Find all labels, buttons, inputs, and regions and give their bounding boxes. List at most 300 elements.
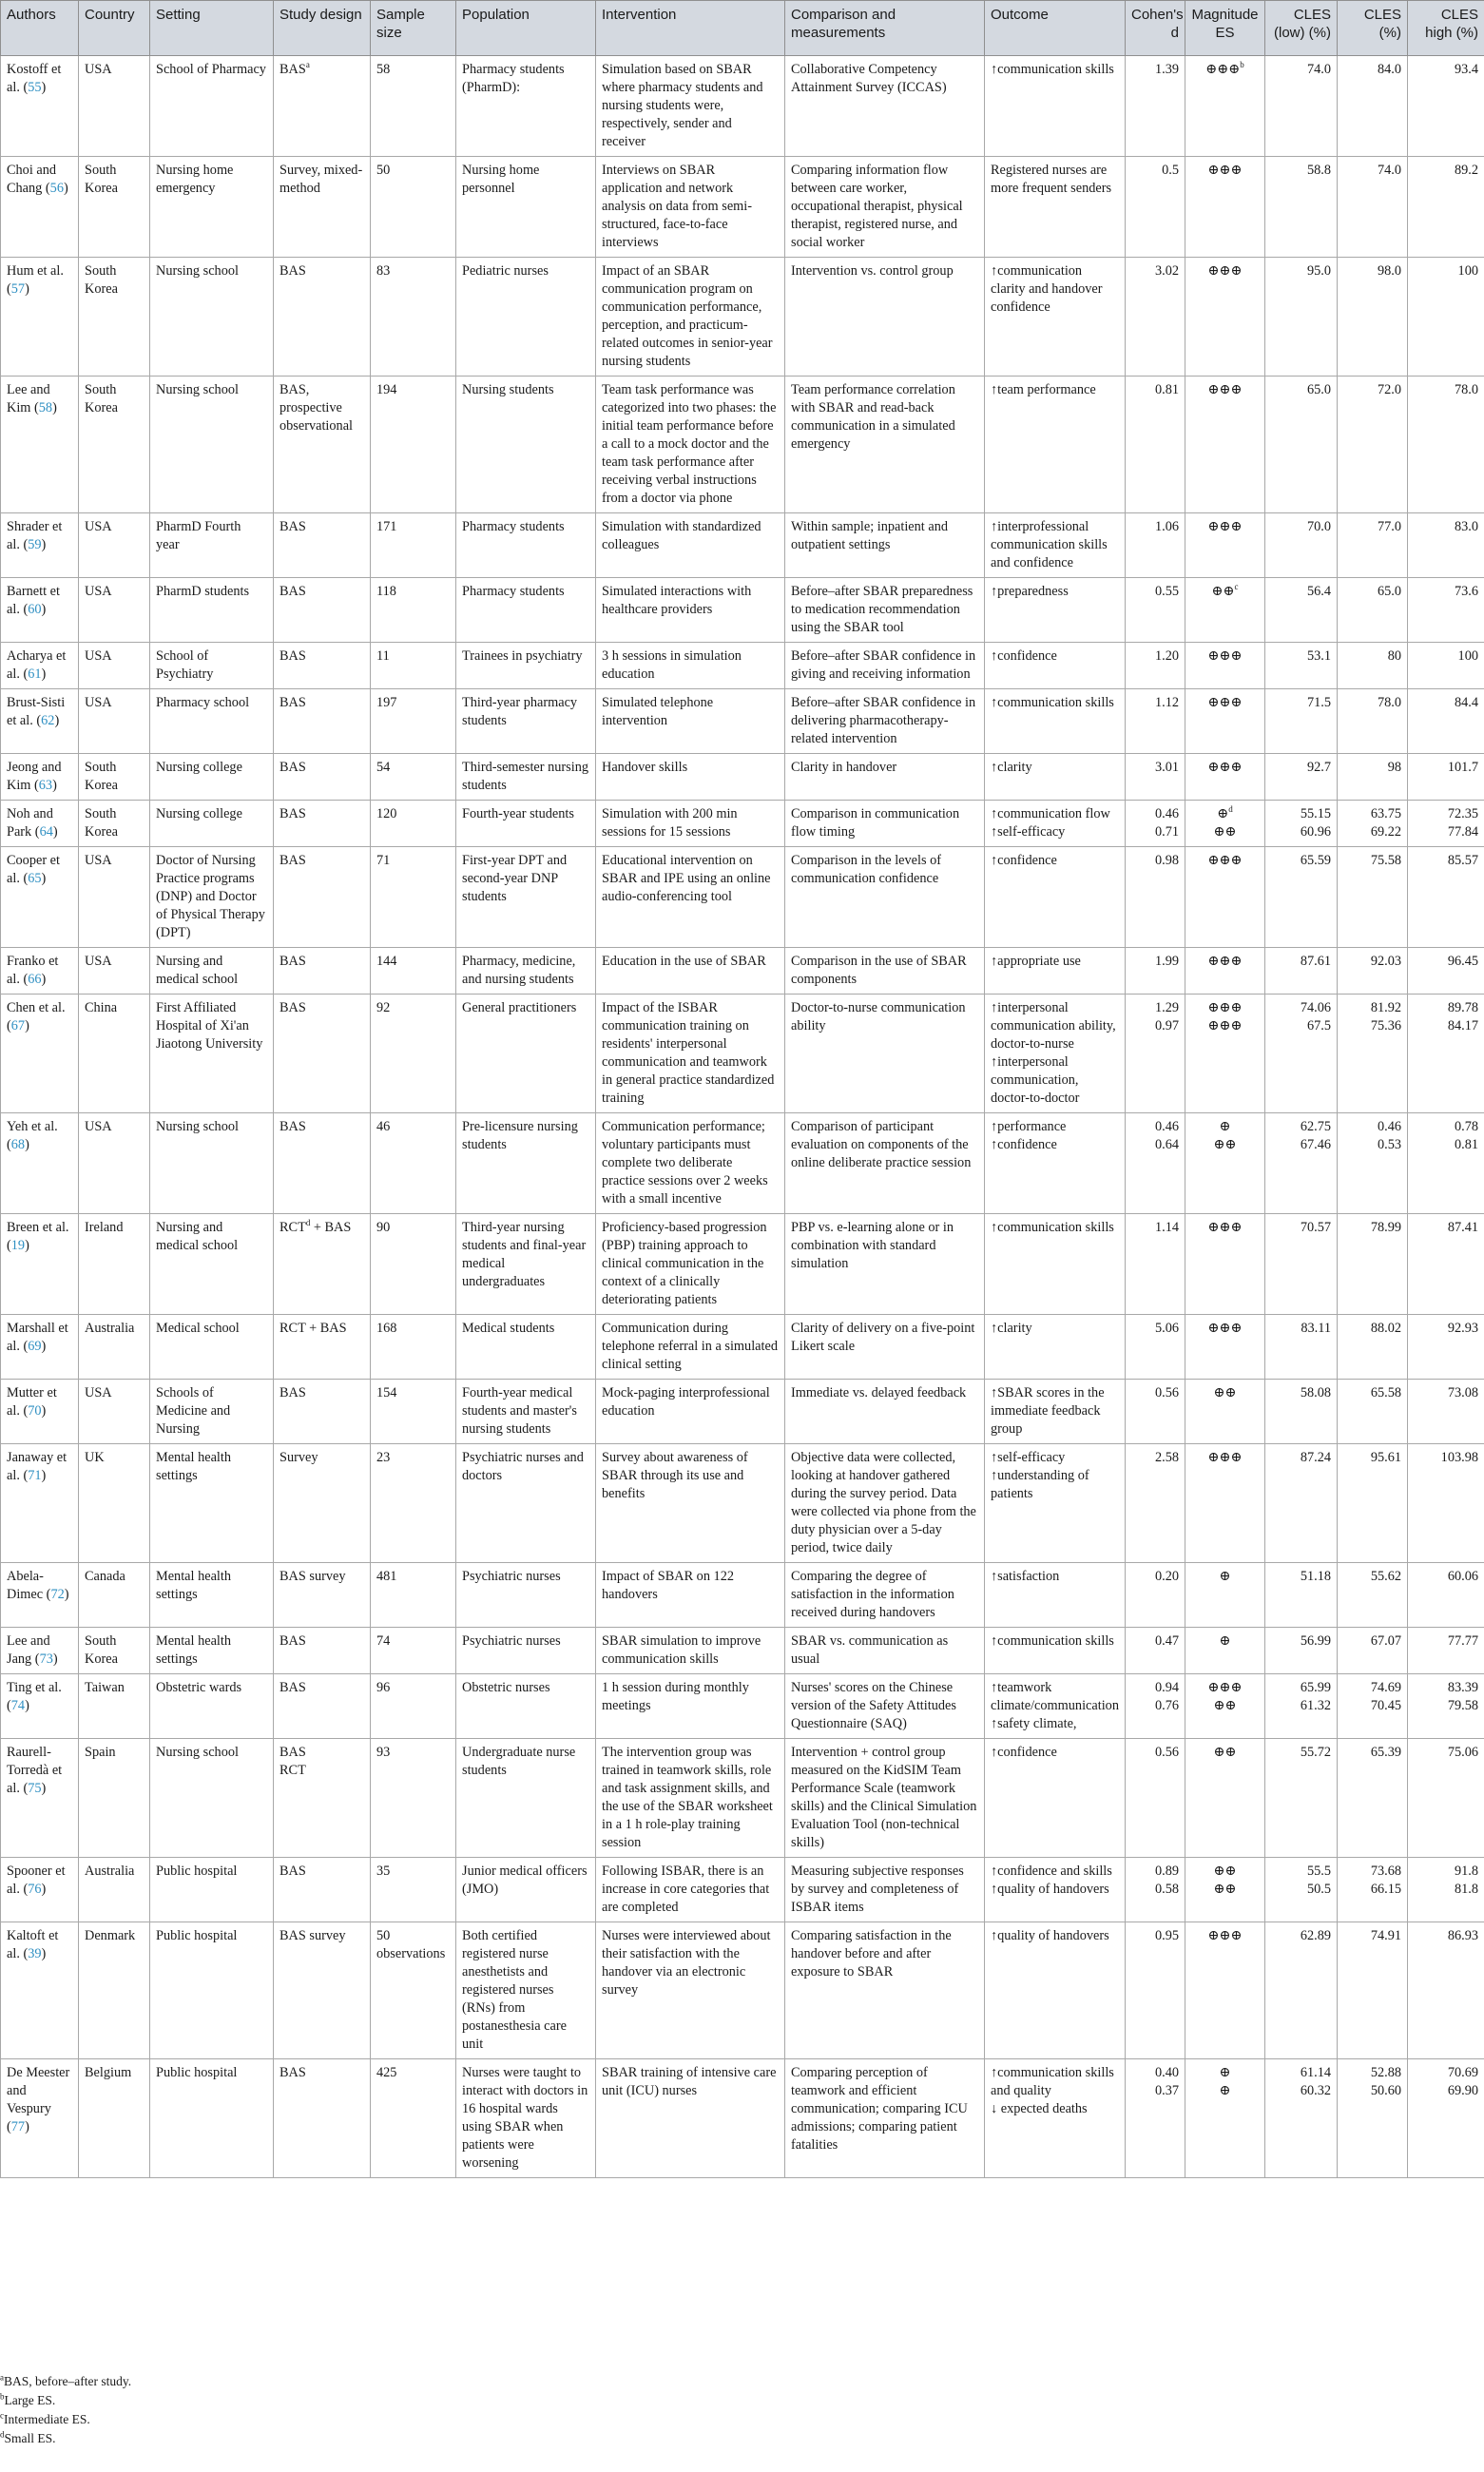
cell-study-design-text: BAS bbox=[279, 584, 306, 599]
cell-cles bbox=[1338, 1113, 1408, 1214]
cell-cles-high-text: 72.35 77.84 bbox=[1447, 806, 1478, 840]
cell-country bbox=[79, 1113, 150, 1214]
cell-cles-high bbox=[1408, 1628, 1484, 1674]
cell-comparison-text: Measuring subjective responses by survey and completeness of ISBAR items bbox=[791, 1864, 964, 1915]
cell-magnitude-es bbox=[1185, 1739, 1265, 1858]
cell-cles-high-text: 75.06 bbox=[1447, 1745, 1478, 1760]
cell-cles-high bbox=[1408, 377, 1484, 513]
footnote: $^a$BAS, before–after study. bbox=[0, 2372, 132, 2388]
author-name: Lee and Jang bbox=[7, 1633, 50, 1667]
reference-link[interactable]: 56 bbox=[49, 181, 64, 196]
cell-outcome-text: ↑communication skills bbox=[991, 695, 1114, 710]
cell-cohens-d bbox=[1126, 1315, 1185, 1380]
cell-cles-high bbox=[1408, 1380, 1484, 1444]
cell-outcome-text: ↑clarity bbox=[991, 760, 1032, 775]
cell-cles-low-text: 74.0 bbox=[1306, 62, 1331, 77]
cell-country bbox=[79, 1922, 150, 2059]
table-row bbox=[1, 1563, 1484, 1628]
cell-magnitude-es-text: ⊕⊕⊕ ⊕⊕⊕ bbox=[1207, 1000, 1243, 1033]
cell-population bbox=[456, 995, 596, 1113]
cell-country-text: USA bbox=[85, 648, 112, 664]
reference-link[interactable]: 64 bbox=[39, 824, 53, 840]
cell-comparison-text: Clarity of delivery on a five-point Likert scale bbox=[791, 1321, 975, 1354]
cell-comparison-text: SBAR vs. communication as usual bbox=[791, 1633, 949, 1667]
cell-population-text: Pharmacy students bbox=[462, 584, 565, 599]
cell-outcome-text: ↑confidence bbox=[991, 648, 1057, 664]
reference-link[interactable]: 62 bbox=[41, 713, 55, 728]
author-name: Hum et al. bbox=[7, 263, 64, 279]
cell-cles-text: 74.91 bbox=[1370, 1928, 1401, 1943]
cell-country-text: USA bbox=[85, 1385, 112, 1400]
cell-cles bbox=[1338, 689, 1408, 754]
cell-magnitude-es bbox=[1185, 689, 1265, 754]
author-name: Chen et al. bbox=[7, 1000, 66, 1015]
cell-cles-text: 74.69 70.45 bbox=[1370, 1680, 1401, 1713]
cell-study-design-text: BAS bbox=[279, 1680, 306, 1695]
cell-study-design bbox=[274, 2059, 371, 2178]
reference-link[interactable]: 67 bbox=[10, 1018, 26, 1033]
cell-outcome bbox=[985, 643, 1126, 689]
cell-cles-text: 75.58 bbox=[1370, 853, 1401, 868]
cell-study-design-text: BAS bbox=[279, 648, 306, 664]
cell-cohens-d bbox=[1126, 578, 1185, 643]
cell-sample-size-text: 120 bbox=[376, 806, 397, 821]
cell-comparison-text: Comparison in the levels of communication confidence bbox=[791, 853, 942, 886]
cell-population bbox=[456, 1380, 596, 1444]
cell-cohens-d-text: 1.29 0.97 bbox=[1154, 1000, 1179, 1033]
cell-cohens-d-text: 0.81 bbox=[1154, 382, 1179, 397]
cell-intervention bbox=[596, 1214, 785, 1315]
cell-study-design bbox=[274, 689, 371, 754]
cell-intervention bbox=[596, 1628, 785, 1674]
cell-cles bbox=[1338, 1922, 1408, 2059]
cell-sample-size bbox=[371, 948, 456, 995]
cell-setting bbox=[150, 258, 274, 377]
cell-study-design-text: BAS RCT bbox=[279, 1745, 306, 1778]
cell-authors: Kostoff et al. (55) bbox=[1, 56, 79, 157]
cell-intervention bbox=[596, 754, 785, 801]
cell-outcome bbox=[985, 1214, 1126, 1315]
cell-cles-high-text: 86.93 bbox=[1447, 1928, 1478, 1943]
cell-cohens-d bbox=[1126, 2059, 1185, 2178]
cell-comparison bbox=[785, 1444, 985, 1563]
author-name: Kostoff et al. bbox=[7, 62, 62, 95]
cell-comparison bbox=[785, 1858, 985, 1922]
cell-comparison-text: Team performance correlation with SBAR and read-back communication in a simulated emergency bbox=[791, 382, 955, 452]
cell-outcome bbox=[985, 689, 1126, 754]
cell-intervention bbox=[596, 1444, 785, 1563]
cell-sample-size bbox=[371, 1113, 456, 1214]
cell-study-design-text: BAS bbox=[279, 954, 306, 969]
reference-link[interactable]: 70 bbox=[28, 1403, 42, 1419]
cell-outcome bbox=[985, 157, 1126, 258]
cell-cles-low-text: 70.0 bbox=[1306, 519, 1331, 534]
cell-cles-high bbox=[1408, 1315, 1484, 1380]
cell-sample-size-text: 93 bbox=[376, 1745, 391, 1760]
cell-intervention-text: The intervention group was trained in teamwork skills, role and task assignment skills, and the use of the SBAR worksheet in a 1 h role-play training session bbox=[602, 1745, 773, 1850]
cell-cles bbox=[1338, 1858, 1408, 1922]
cell-comparison bbox=[785, 643, 985, 689]
cell-authors: Brust-Sisti et al. (62) bbox=[1, 689, 79, 754]
cell-cles-text: 65.0 bbox=[1377, 584, 1401, 599]
cell-cles-low bbox=[1265, 1380, 1338, 1444]
cell-country bbox=[79, 1563, 150, 1628]
cell-outcome bbox=[985, 801, 1126, 847]
cell-intervention-text: Handover skills bbox=[602, 760, 688, 775]
reference-link[interactable]: 60 bbox=[28, 602, 42, 617]
cell-population-text: Nurses were taught to interact with doctors in 16 hospital wards using SBAR when patients were worsening bbox=[462, 2065, 588, 2171]
cell-outcome-text: ↑confidence bbox=[991, 853, 1057, 868]
cell-setting-text: Public hospital bbox=[156, 1928, 238, 1943]
cell-sample-size bbox=[371, 801, 456, 847]
reference-link[interactable]: 73 bbox=[39, 1651, 53, 1667]
cell-setting-text: Nursing school bbox=[156, 382, 239, 397]
cell-cohens-d bbox=[1126, 1113, 1185, 1214]
cell-cles-low bbox=[1265, 1214, 1338, 1315]
cell-intervention-text: Simulation with standardized colleagues bbox=[602, 519, 761, 552]
cell-sample-size bbox=[371, 1674, 456, 1739]
cell-sample-size-text: 144 bbox=[376, 954, 397, 969]
cell-outcome bbox=[985, 948, 1126, 995]
cell-comparison-text: Immediate vs. delayed feedback bbox=[791, 1385, 967, 1400]
reference-link[interactable]: 71 bbox=[28, 1468, 42, 1483]
cell-study-design-text: BAS, prospective observational bbox=[279, 382, 354, 434]
cell-country bbox=[79, 56, 150, 157]
cell-cles-low-text: 58.08 bbox=[1300, 1385, 1331, 1400]
cell-sample-size bbox=[371, 513, 456, 578]
reference-link[interactable]: 77 bbox=[10, 2119, 26, 2134]
cell-sample-size bbox=[371, 157, 456, 258]
cell-country-text: Australia bbox=[85, 1864, 135, 1879]
cell-cles-low-text: 74.06 67.5 bbox=[1300, 1000, 1331, 1033]
cell-country-text: USA bbox=[85, 695, 112, 710]
cell-outcome-text: ↑team performance bbox=[991, 382, 1096, 397]
cell-intervention-text: 1 h session during monthly meetings bbox=[602, 1680, 749, 1713]
col-header-cohens-d: Cohen's d bbox=[1126, 1, 1185, 56]
cell-study-design bbox=[274, 1444, 371, 1563]
cell-magnitude-es-text: ⊕⊕⊕ ⊕⊕ bbox=[1207, 1680, 1243, 1713]
reference-link[interactable]: 68 bbox=[10, 1137, 26, 1152]
cell-cohens-d-text: 3.02 bbox=[1154, 263, 1179, 279]
cell-country bbox=[79, 2059, 150, 2178]
author-name: Yeh et al. bbox=[7, 1119, 58, 1134]
reference-link[interactable]: 55 bbox=[28, 80, 42, 95]
cell-setting-text: Nursing and medical school bbox=[156, 1220, 239, 1253]
cell-outcome-text: ↑self-efficacy ↑understanding of patients bbox=[991, 1450, 1089, 1501]
cell-comparison-text: Intervention + control group measured on the KidSIM Team Performance Scale (teamwork skills) and the Clinical Simulation Evaluation Tool (non-technical skills) bbox=[791, 1745, 977, 1850]
cell-population-text: Third-semester nursing students bbox=[462, 760, 589, 793]
cell-population-text: Psychiatric nurses and doctors bbox=[462, 1450, 584, 1483]
cell-cles-high bbox=[1408, 513, 1484, 578]
cell-cles-high-text: 85.57 bbox=[1447, 853, 1478, 868]
cell-intervention bbox=[596, 948, 785, 995]
cell-comparison-text: Doctor-to-nurse communication ability bbox=[791, 1000, 966, 1033]
cell-cohens-d-text: 0.56 bbox=[1154, 1745, 1179, 1760]
cell-cles-high-text: 101.7 bbox=[1447, 760, 1478, 775]
cell-intervention bbox=[596, 1380, 785, 1444]
cell-authors: Kaltoft et al. (39) bbox=[1, 1922, 79, 2059]
cell-cles-low-text: 70.57 bbox=[1300, 1220, 1331, 1235]
cell-country bbox=[79, 689, 150, 754]
cell-authors: Jeong and Kim (63) bbox=[1, 754, 79, 801]
cell-cles-low-text: 58.8 bbox=[1306, 163, 1331, 178]
cell-cles-high-text: 87.41 bbox=[1447, 1220, 1478, 1235]
cell-cles-high-text: 83.0 bbox=[1454, 519, 1478, 534]
cell-cles-high-text: 89.78 84.17 bbox=[1447, 1000, 1478, 1033]
col-header-authors: Authors bbox=[1, 1, 79, 56]
cell-country bbox=[79, 578, 150, 643]
reference-link[interactable]: 66 bbox=[28, 972, 42, 987]
table-body bbox=[1, 56, 1484, 2178]
cell-cles-low bbox=[1265, 847, 1338, 948]
cell-population bbox=[456, 1674, 596, 1739]
cell-cles-low bbox=[1265, 995, 1338, 1113]
reference-link[interactable]: 61 bbox=[28, 666, 42, 682]
cell-sample-size bbox=[371, 1444, 456, 1563]
cell-cles-low-text: 71.5 bbox=[1306, 695, 1331, 710]
cell-study-design-text: BAS bbox=[279, 2065, 306, 2080]
reference-link[interactable]: 65 bbox=[28, 871, 42, 886]
author-name: Janaway et al. bbox=[7, 1450, 67, 1483]
cell-outcome-text: ↑confidence and skills ↑quality of handovers bbox=[991, 1864, 1112, 1897]
table-row bbox=[1, 1628, 1484, 1674]
cell-comparison-text: Comparing satisfaction in the handover before and after exposure to SBAR bbox=[791, 1928, 952, 1980]
footnote-marker: d bbox=[1228, 804, 1233, 815]
col-header-setting: Setting bbox=[150, 1, 274, 56]
cell-cles-text: 72.0 bbox=[1377, 382, 1401, 397]
cell-intervention-text: Nurses were interviewed about their satisfaction with the handover via an electronic survey bbox=[602, 1928, 771, 1998]
cell-intervention-text: Mock-paging interprofessional education bbox=[602, 1385, 770, 1419]
cell-cles-high bbox=[1408, 1214, 1484, 1315]
cell-comparison-text: Comparing the degree of satisfaction in the information received during handovers bbox=[791, 1569, 954, 1620]
cell-setting-text: Nursing home emergency bbox=[156, 163, 234, 196]
cell-setting-text: Pharmacy school bbox=[156, 695, 250, 710]
cell-comparison-text: Comparing perception of teamwork and efficient communication; comparing ICU admissions; comparing patient fatalities bbox=[791, 2065, 968, 2153]
cell-magnitude-es-text: ⊕⊕ bbox=[1213, 1385, 1237, 1400]
cell-cles-text: 84.0 bbox=[1377, 62, 1401, 77]
cell-cles-high-text: 84.4 bbox=[1454, 695, 1478, 710]
author-name: De Meester and Vespury bbox=[7, 2065, 70, 2116]
author-name: Acharya et al. bbox=[7, 648, 67, 682]
cell-population-text: Pharmacy students bbox=[462, 519, 565, 534]
reference-link[interactable]: 74 bbox=[10, 1698, 26, 1713]
reference-link[interactable]: 19 bbox=[10, 1238, 26, 1253]
cell-magnitude-es bbox=[1185, 754, 1265, 801]
cell-cles-low bbox=[1265, 513, 1338, 578]
cell-outcome-text: Registered nurses are more frequent senders bbox=[991, 163, 1112, 196]
cell-country-text: South Korea bbox=[85, 1633, 118, 1667]
reference-link[interactable]: 72 bbox=[50, 1587, 65, 1602]
cell-population bbox=[456, 1563, 596, 1628]
cell-population-text: Trainees in psychiatry bbox=[462, 648, 583, 664]
reference-link[interactable]: 76 bbox=[28, 1882, 42, 1897]
cell-magnitude-es bbox=[1185, 1214, 1265, 1315]
cell-intervention bbox=[596, 258, 785, 377]
cell-authors: Marshall et al. (69) bbox=[1, 1315, 79, 1380]
cell-comparison-text: Intervention vs. control group bbox=[791, 263, 954, 279]
cell-magnitude-es-text: ⊕⊕⊕ bbox=[1207, 382, 1243, 397]
cell-cles-high-text: 77.77 bbox=[1447, 1633, 1478, 1649]
cell-setting bbox=[150, 1922, 274, 2059]
footnote-marker: a bbox=[305, 60, 310, 70]
cell-intervention-text: Simulated interactions with healthcare providers bbox=[602, 584, 752, 617]
reference-link[interactable]: 69 bbox=[28, 1339, 42, 1354]
cell-magnitude-es-text: ⊕ ⊕⊕ bbox=[1213, 1119, 1237, 1152]
cell-cles-text: 73.68 66.15 bbox=[1370, 1864, 1401, 1897]
cell-population bbox=[456, 801, 596, 847]
cell-cles-high-text: 96.45 bbox=[1447, 954, 1478, 969]
cell-sample-size bbox=[371, 1922, 456, 2059]
cell-sample-size-text: 197 bbox=[376, 695, 397, 710]
cell-cles-high-text: 78.0 bbox=[1454, 382, 1478, 397]
cell-cles-low-text: 55.15 60.96 bbox=[1300, 806, 1331, 840]
cell-cles-text: 78.0 bbox=[1377, 695, 1401, 710]
cell-outcome-text: ↑appropriate use bbox=[991, 954, 1081, 969]
cell-population-text: Both certified registered nurse anesthetists and registered nurses (RNs) from postanesthesia care unit bbox=[462, 1928, 567, 2052]
cell-intervention-text: Communication performance; voluntary participants must complete two deliberate practice sessions over 2 weeks with a small incentive bbox=[602, 1119, 768, 1207]
cell-magnitude-es-text: ⊕⊕⊕ bbox=[1207, 954, 1243, 969]
cell-cohens-d bbox=[1126, 56, 1185, 157]
cell-comparison-text: Collaborative Competency Attainment Survey (ICCAS) bbox=[791, 62, 947, 95]
cell-setting bbox=[150, 801, 274, 847]
cell-cles-low bbox=[1265, 1922, 1338, 2059]
cell-population bbox=[456, 1214, 596, 1315]
cell-comparison bbox=[785, 948, 985, 995]
author-name: Noh and Park bbox=[7, 806, 53, 840]
cell-cles bbox=[1338, 847, 1408, 948]
cell-comparison bbox=[785, 377, 985, 513]
cell-setting-text: Mental health settings bbox=[156, 1450, 232, 1483]
cell-cles-high-text: 60.06 bbox=[1447, 1569, 1478, 1584]
cell-cohens-d bbox=[1126, 801, 1185, 847]
cell-study-design bbox=[274, 1214, 371, 1315]
cell-study-design bbox=[274, 1113, 371, 1214]
cell-sample-size bbox=[371, 2059, 456, 2178]
cell-setting-text: Obstetric wards bbox=[156, 1680, 242, 1695]
cell-country bbox=[79, 157, 150, 258]
cell-sample-size bbox=[371, 847, 456, 948]
cell-population-text: Fourth-year medical students and master's nursing students bbox=[462, 1385, 577, 1437]
cell-outcome bbox=[985, 754, 1126, 801]
cell-study-design bbox=[274, 578, 371, 643]
cell-cles-high bbox=[1408, 1674, 1484, 1739]
cell-study-design-text: BAS bbox=[279, 1864, 306, 1879]
cell-magnitude-es bbox=[1185, 847, 1265, 948]
cell-study-design bbox=[274, 1674, 371, 1739]
cell-magnitude-es bbox=[1185, 56, 1265, 157]
footnote-marker: d bbox=[305, 1218, 311, 1228]
cell-comparison-text: Comparing information flow between care worker, occupational therapist, physical therapist, registered nurse, and social worker bbox=[791, 163, 963, 250]
cell-sample-size-text: 83 bbox=[376, 263, 391, 279]
cell-magnitude-es-text: ⊕⊕ bbox=[1213, 1745, 1237, 1760]
reference-link[interactable]: 75 bbox=[28, 1781, 42, 1796]
cell-country bbox=[79, 1628, 150, 1674]
cell-intervention bbox=[596, 689, 785, 754]
footnote-marker: b bbox=[1240, 60, 1244, 70]
cell-population bbox=[456, 1922, 596, 2059]
cell-cles-high-text: 100 bbox=[1457, 263, 1478, 279]
cell-comparison bbox=[785, 1922, 985, 2059]
cell-study-design bbox=[274, 513, 371, 578]
cell-cles-text: 77.0 bbox=[1377, 519, 1401, 534]
cell-comparison-text: Objective data were collected, looking at handover gathered during the survey period. Data were collected via phone from the duty physician over a 5-day period, twice daily bbox=[791, 1450, 976, 1555]
cell-cles bbox=[1338, 578, 1408, 643]
cell-setting bbox=[150, 1214, 274, 1315]
cell-cohens-d bbox=[1126, 1674, 1185, 1739]
cell-cohens-d bbox=[1126, 1214, 1185, 1315]
cell-outcome bbox=[985, 2059, 1126, 2178]
cell-country-text: USA bbox=[85, 62, 112, 77]
cell-country bbox=[79, 1380, 150, 1444]
cell-cohens-d bbox=[1126, 157, 1185, 258]
reference-link[interactable]: 59 bbox=[28, 537, 42, 552]
reference-link[interactable]: 39 bbox=[28, 1946, 42, 1961]
cell-comparison bbox=[785, 578, 985, 643]
cell-study-design-text: BAS bbox=[279, 1000, 306, 1015]
cell-population-text: Obstetric nurses bbox=[462, 1680, 550, 1695]
cell-study-design bbox=[274, 1563, 371, 1628]
cell-setting-text: PharmD students bbox=[156, 584, 250, 599]
cell-outcome-text: ↑clarity bbox=[991, 1321, 1032, 1336]
cell-cles-text: 67.07 bbox=[1370, 1633, 1401, 1649]
reference-link[interactable]: 63 bbox=[38, 778, 53, 793]
reference-link[interactable]: 57 bbox=[10, 281, 26, 297]
cell-cles-high bbox=[1408, 2059, 1484, 2178]
cell-sample-size bbox=[371, 258, 456, 377]
cell-comparison bbox=[785, 2059, 985, 2178]
cell-sample-size bbox=[371, 1380, 456, 1444]
cell-cles-low-text: 55.5 50.5 bbox=[1306, 1864, 1331, 1897]
cell-cles-low bbox=[1265, 1858, 1338, 1922]
cell-outcome bbox=[985, 995, 1126, 1113]
cell-setting-text: Public hospital bbox=[156, 2065, 238, 2080]
study-design-text: RCT bbox=[279, 1220, 306, 1235]
table-row bbox=[1, 689, 1484, 754]
cell-population bbox=[456, 1739, 596, 1858]
cell-outcome-text: ↑preparedness bbox=[991, 584, 1069, 599]
cell-cles bbox=[1338, 513, 1408, 578]
table-row bbox=[1, 1739, 1484, 1858]
cell-population bbox=[456, 847, 596, 948]
cell-study-design-text: BAS bbox=[279, 519, 306, 534]
cell-comparison bbox=[785, 258, 985, 377]
cell-magnitude-es-text: ⊕⊕⊕ bbox=[1207, 1220, 1243, 1235]
cell-cles-text: 65.58 bbox=[1370, 1385, 1401, 1400]
cell-cles-low bbox=[1265, 1674, 1338, 1739]
cell-cles-text: 92.03 bbox=[1370, 954, 1401, 969]
cell-cles bbox=[1338, 801, 1408, 847]
cell-sample-size-text: 50 bbox=[376, 163, 391, 178]
cell-country-text: Spain bbox=[85, 1745, 116, 1760]
cell-country bbox=[79, 377, 150, 513]
cell-study-design-text: BAS bbox=[279, 1385, 306, 1400]
cell-setting bbox=[150, 995, 274, 1113]
cell-cles-text: 74.0 bbox=[1377, 163, 1401, 178]
study-design-rest: + BAS bbox=[310, 1220, 352, 1235]
cell-comparison bbox=[785, 1739, 985, 1858]
table-row bbox=[1, 643, 1484, 689]
cell-intervention bbox=[596, 801, 785, 847]
footnote: $^b$Large ES. bbox=[0, 2391, 56, 2407]
cell-magnitude-es bbox=[1185, 1380, 1265, 1444]
cell-outcome bbox=[985, 513, 1126, 578]
cell-country-text: Ireland bbox=[85, 1220, 124, 1235]
cell-cles bbox=[1338, 948, 1408, 995]
cell-intervention bbox=[596, 56, 785, 157]
cell-authors: Acharya et al. (61) bbox=[1, 643, 79, 689]
reference-link[interactable]: 58 bbox=[38, 400, 53, 415]
cell-country-text: Taiwan bbox=[85, 1680, 125, 1695]
